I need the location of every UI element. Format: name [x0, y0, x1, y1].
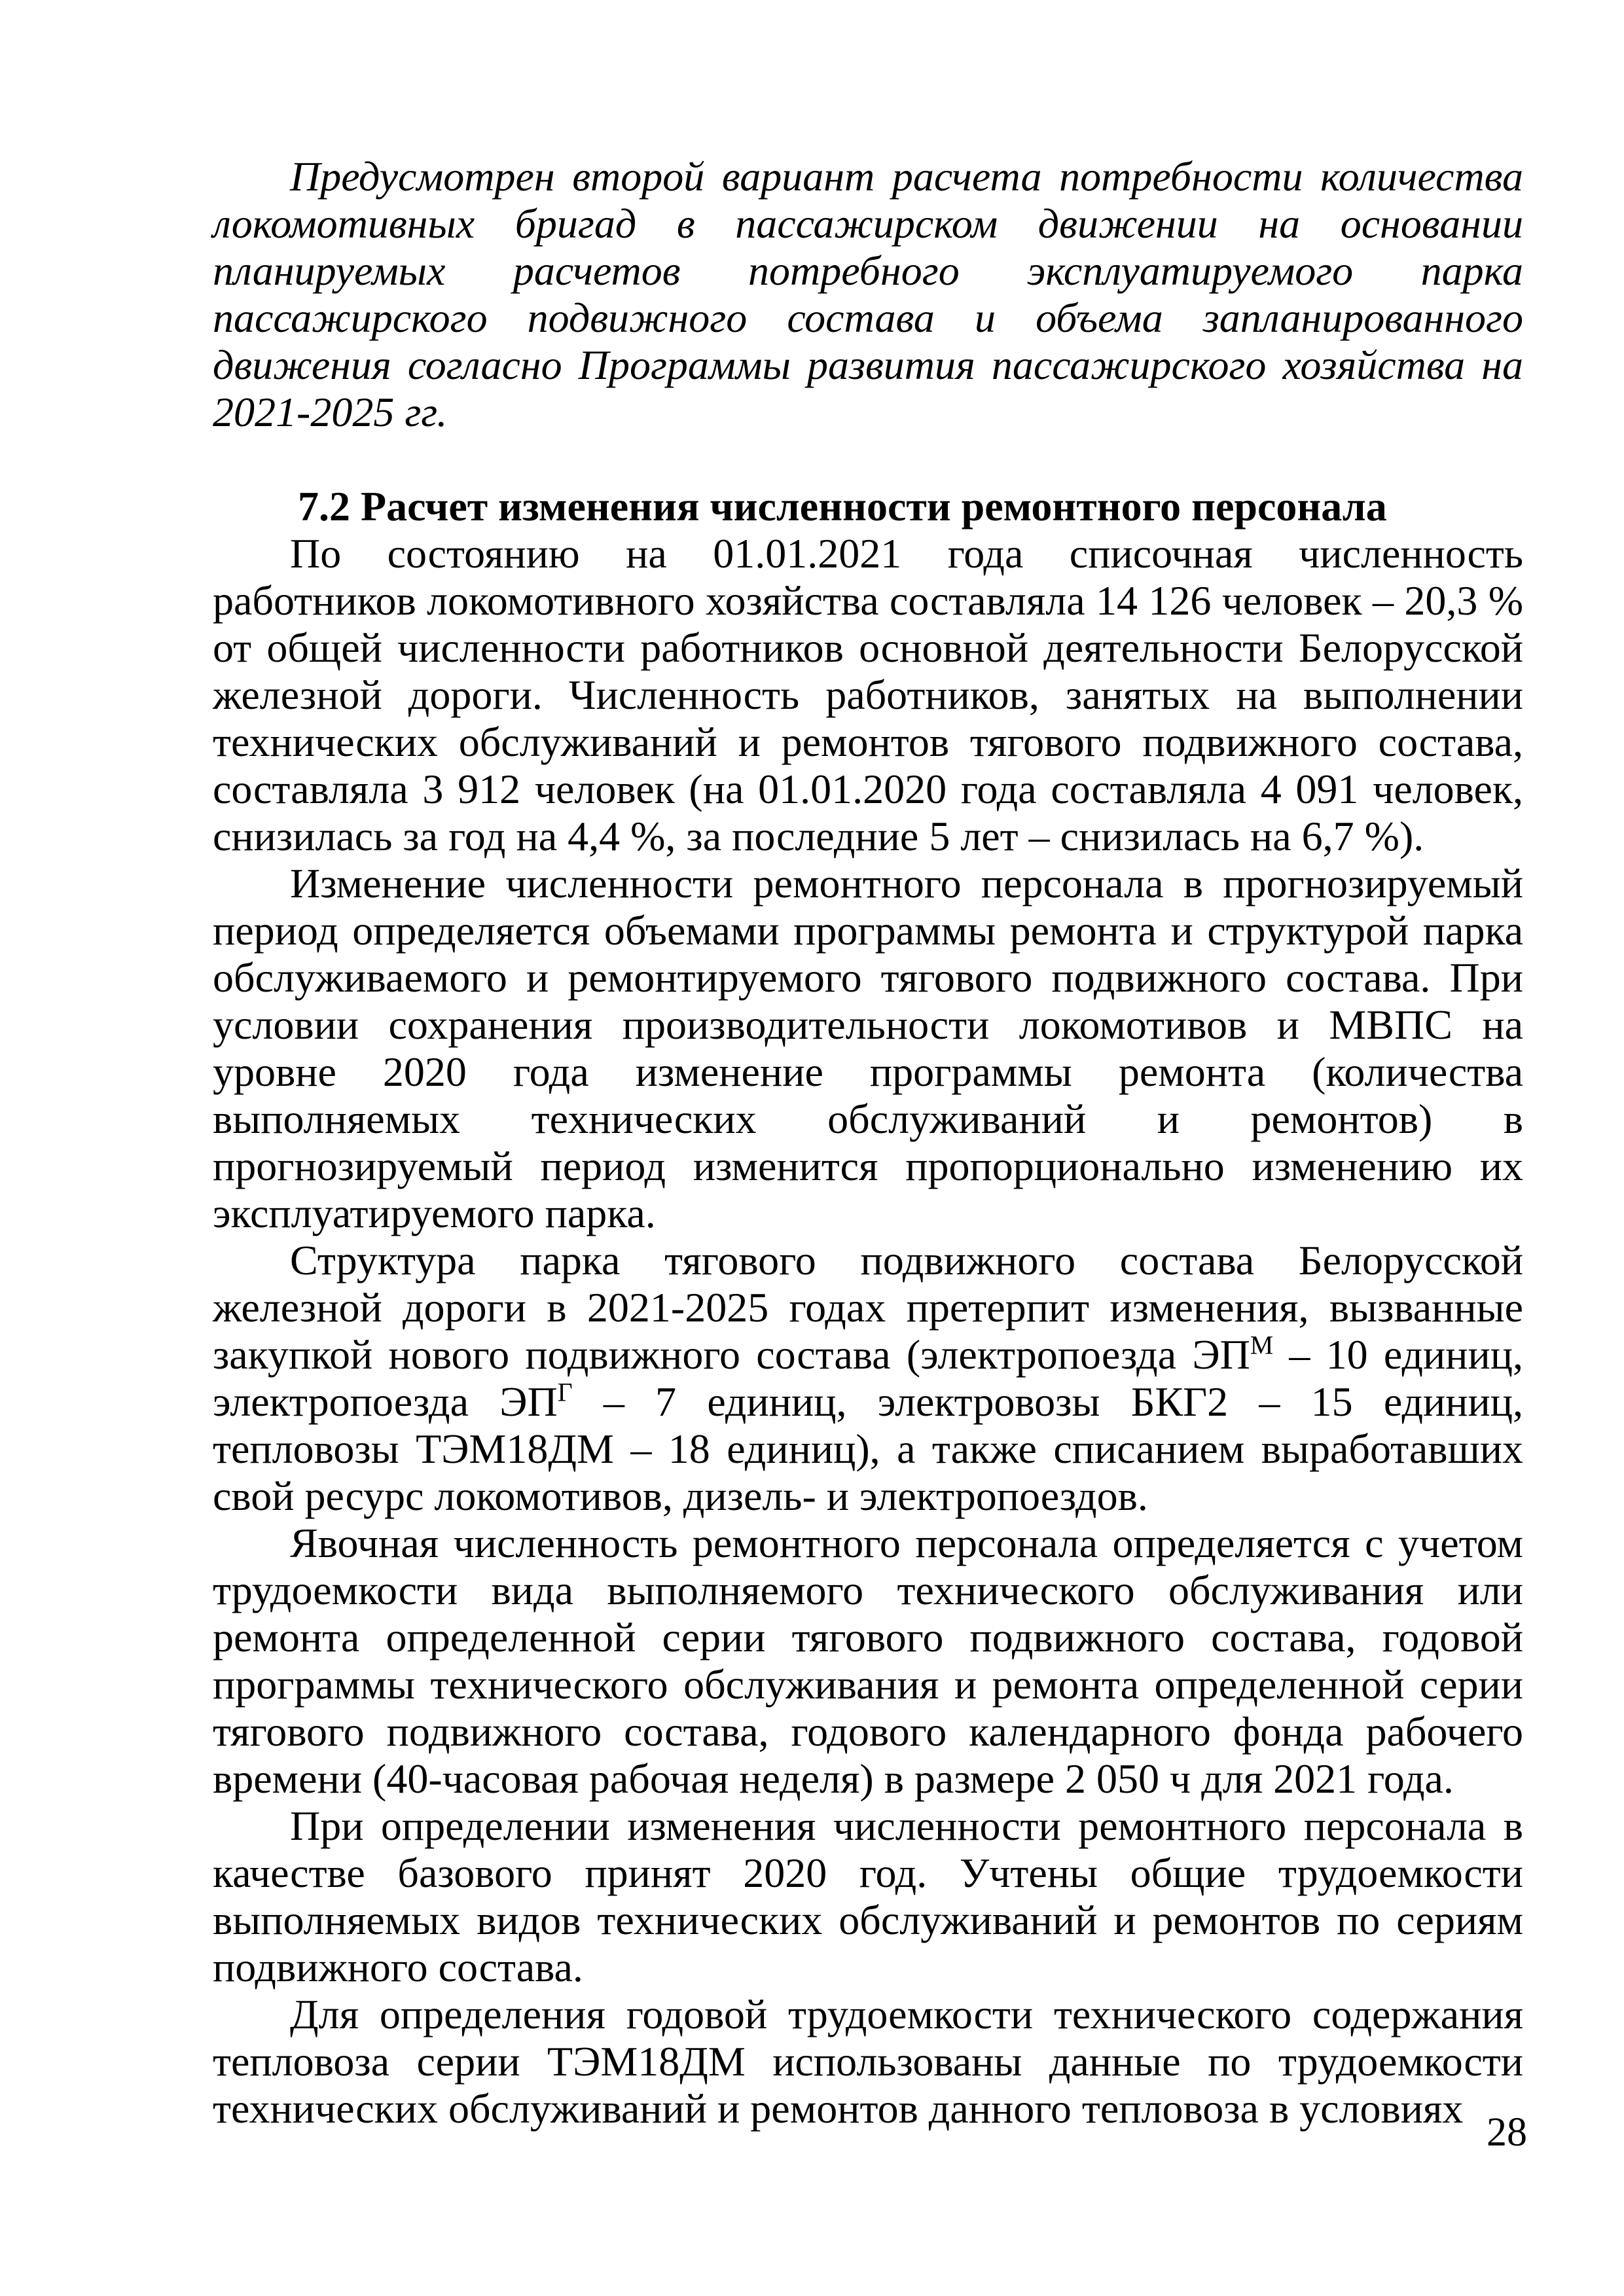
fleet-structure-text-1: Структура парка тягового подвижного состава Белорусской железной дороги в 2021-2025 годах претерпит изменения, вызванные закупкой нового подвижного состава (электропоезда ЭП	[213, 1237, 1523, 1378]
paragraph-headcount-status: По состоянию на 01.01.2021 года списочная численность работников локомотивного хозяйства составляла 14 126 человек – 20,3 % от общей численности работников основной деятельности Белорусской железной дороги. Численность работников, занятых на выполнении технических обслуживаний и ремонтов тягового подвижного состава, составляла 3 912 человек (на 01.01.2020 года составляла 4 091 человек, снизилась за год на 4,4 %, за последние 5 лет – снизилась на 6,7 %).	[213, 530, 1523, 859]
paragraph-base-year: При определении изменения численности ремонтного персонала в качестве базового принят 2020 год. Учтены общие трудоемкости выполняемых видов технических обслуживаний и ремонтов по сериям подвижного состава.	[213, 1803, 1523, 1990]
intro-paragraph: Предусмотрен второй вариант расчета потребности количества локомотивных бригад в пассажирском движении на основании планируемых расчетов потребного эксплуатируемого парка пассажирского подвижного состава и объема запланированного движения согласно Программы развития пассажирского хозяйства на 2021-2025 гг.	[213, 153, 1523, 435]
fleet-structure-text-2: – 10 единиц, электропоезда ЭП	[213, 1331, 1524, 1425]
paragraph-tem18dm-labor: Для определения годовой трудоемкости технического содержания тепловоза серии ТЭМ18ДМ использованы данные по трудоемкости технических обслуживаний и ремонтов данного тепловоза в условиях	[213, 1991, 1523, 2132]
page-number: 28	[1487, 2110, 1527, 2155]
fleet-structure-text-3: – 7 единиц, электровозы БКГ2 – 15 единиц, тепловозы ТЭМ18ДМ – 18 единиц), а также списанием выработавших свой ресурс локомотивов, дизель- и электропоездов.	[213, 1378, 1524, 1519]
paragraph-attendance-headcount: Явочная численность ремонтного персонала определяется с учетом трудоемкости вида выполняемого технического обслуживания или ремонта определенной серии тягового подвижного состава, годовой программы технического обслуживания и ремонта определенной серии тягового подвижного состава, годового календарного фонда рабочего времени (40-часовая рабочая неделя) в размере 2 050 ч для 2021 года.	[213, 1520, 1523, 1802]
text-content	[213, 153, 1523, 2132]
paragraph-fleet-structure	[213, 1237, 1523, 1520]
section-heading: 7.2 Расчет изменения численности ремонтного персонала	[298, 483, 1387, 529]
train-series-superscript-g: Г	[557, 1378, 573, 1407]
paragraph-change-factors: Изменение численности ремонтного персонала в прогнозируемый период определяется объемами программы ремонта и структурой парка обслуживаемого и ремонтируемого тягового подвижного состава. При условии сохранения производительности локомотивов и МВПС на уровне 2020 года изменение программы ремонта (количества выполняемых технических обслуживаний и ремонтов) в прогнозируемый период изменится пропорционально изменению их эксплуатируемого парка.	[213, 860, 1523, 1236]
train-series-superscript-m: М	[1250, 1331, 1274, 1360]
